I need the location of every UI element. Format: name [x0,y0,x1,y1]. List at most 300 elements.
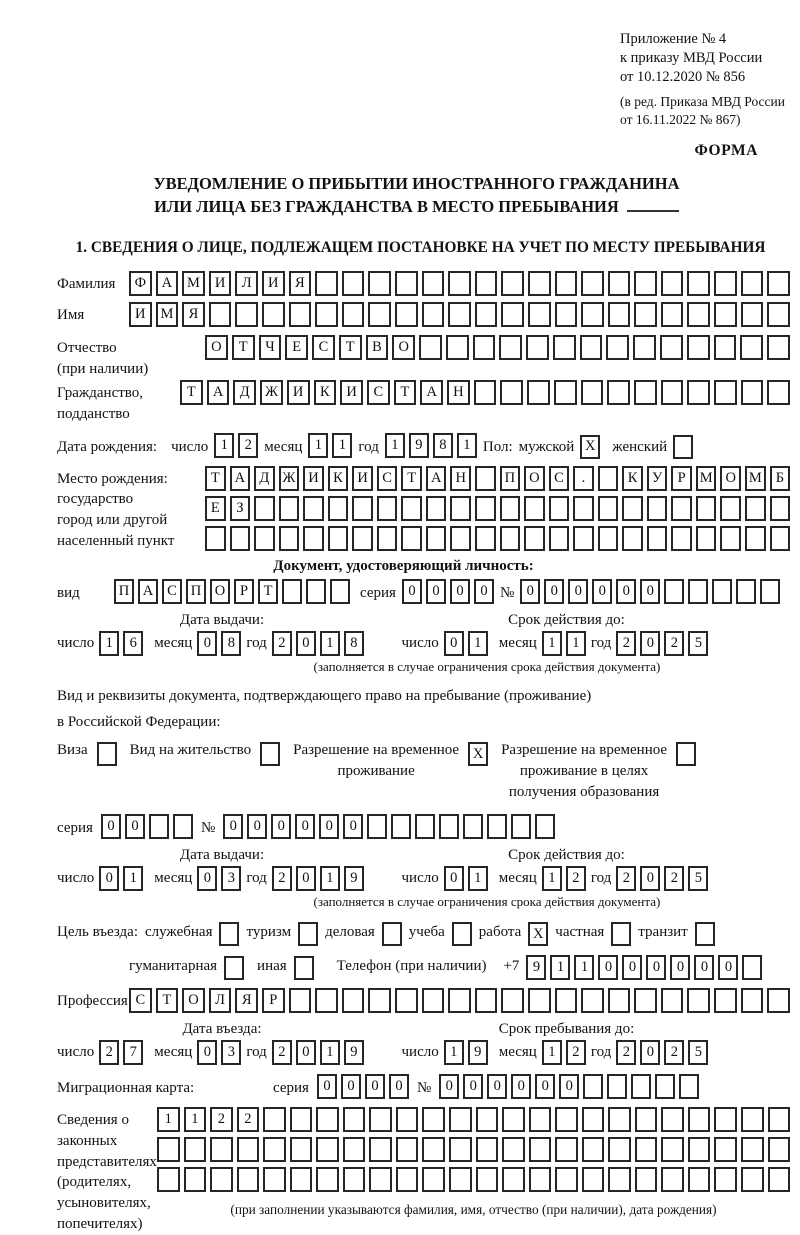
char-box[interactable] [661,380,684,405]
char-box[interactable] [555,302,578,327]
char-box[interactable] [448,988,471,1013]
char-box[interactable]: 0 [197,1040,217,1065]
char-box[interactable] [661,302,684,327]
char-box[interactable] [635,1137,658,1162]
char-box[interactable]: П [500,466,521,491]
char-box[interactable]: 1 [157,1107,180,1132]
char-box[interactable]: 6 [123,631,143,656]
char-box[interactable] [535,814,555,839]
char-box[interactable] [555,988,578,1013]
char-box[interactable] [679,1074,699,1099]
char-box[interactable] [230,526,251,551]
char-box[interactable] [714,271,737,296]
char-box[interactable] [289,302,312,327]
char-box[interactable] [529,1107,552,1132]
char-box[interactable] [573,526,594,551]
char-box[interactable] [342,302,365,327]
female-checkbox[interactable] [673,435,693,459]
char-box[interactable] [282,579,302,604]
char-box[interactable]: 0 [592,579,612,604]
char-box[interactable] [633,335,656,360]
char-box[interactable]: Ф [129,271,152,296]
char-box[interactable]: О [720,466,741,491]
char-box[interactable]: М [745,466,766,491]
char-box[interactable] [475,271,498,296]
char-box[interactable] [524,526,545,551]
char-box[interactable] [608,271,631,296]
char-box[interactable] [330,579,350,604]
char-box[interactable] [696,526,717,551]
char-box[interactable] [476,1107,499,1132]
char-box[interactable] [582,1137,605,1162]
char-box[interactable] [463,814,483,839]
char-box[interactable] [426,526,447,551]
char-box[interactable]: Т [258,579,278,604]
char-box[interactable] [205,526,226,551]
char-box[interactable]: 1 [320,866,340,891]
char-box[interactable] [487,814,507,839]
char-box[interactable] [476,1167,499,1192]
char-box[interactable] [401,526,422,551]
char-box[interactable] [608,1167,631,1192]
char-box[interactable]: 2 [272,866,292,891]
char-box[interactable]: . [573,466,594,491]
char-box[interactable]: 0 [450,579,470,604]
char-box[interactable] [529,1137,552,1162]
char-box[interactable] [474,380,497,405]
char-box[interactable]: К [622,466,643,491]
char-box[interactable] [714,380,737,405]
char-box[interactable] [671,526,692,551]
char-box[interactable]: 0 [426,579,446,604]
char-box[interactable] [622,526,643,551]
char-box[interactable] [290,1137,313,1162]
char-box[interactable] [608,302,631,327]
char-box[interactable] [555,1137,578,1162]
char-box[interactable]: 2 [237,1107,260,1132]
char-box[interactable] [687,380,710,405]
char-box[interactable]: И [209,271,232,296]
char-box[interactable] [422,1137,445,1162]
char-box[interactable]: 0 [223,814,243,839]
char-box[interactable] [664,579,684,604]
char-box[interactable] [661,271,684,296]
char-box[interactable] [714,988,737,1013]
char-box[interactable]: 0 [402,579,422,604]
char-box[interactable] [688,579,708,604]
char-box[interactable]: 0 [616,579,636,604]
char-box[interactable] [526,335,549,360]
char-box[interactable] [475,988,498,1013]
char-box[interactable]: 0 [343,814,363,839]
char-box[interactable] [714,302,737,327]
char-box[interactable]: 1 [184,1107,207,1132]
char-box[interactable]: 5 [688,631,708,656]
char-box[interactable] [511,814,531,839]
char-box[interactable] [352,496,373,521]
char-box[interactable]: О [392,335,415,360]
char-box[interactable]: 0 [439,1074,459,1099]
char-box[interactable] [448,271,471,296]
char-box[interactable] [210,1167,233,1192]
purpose-official-checkbox[interactable] [219,922,239,946]
char-box[interactable] [527,380,550,405]
char-box[interactable] [740,335,763,360]
char-box[interactable] [237,1137,260,1162]
char-box[interactable]: 1 [385,433,405,458]
char-box[interactable]: 5 [688,866,708,891]
char-box[interactable]: 0 [444,866,464,891]
char-box[interactable] [303,526,324,551]
char-box[interactable]: 9 [344,866,364,891]
char-box[interactable]: 9 [468,1040,488,1065]
char-box[interactable]: Е [285,335,308,360]
char-box[interactable]: 3 [221,866,241,891]
char-box[interactable]: 1 [468,866,488,891]
char-box[interactable] [262,302,285,327]
char-box[interactable]: 0 [670,955,690,980]
char-box[interactable]: 0 [474,579,494,604]
char-box[interactable]: Е [205,496,226,521]
char-box[interactable] [449,1107,472,1132]
char-box[interactable]: 2 [664,631,684,656]
char-box[interactable] [502,1167,525,1192]
char-box[interactable] [768,1107,791,1132]
char-box[interactable] [173,814,193,839]
char-box[interactable]: 2 [238,433,258,458]
char-box[interactable] [581,271,604,296]
male-checkbox[interactable]: X [580,435,600,459]
char-box[interactable] [768,1167,791,1192]
char-box[interactable] [598,466,619,491]
char-box[interactable] [660,335,683,360]
purpose-transit-checkbox[interactable] [695,922,715,946]
visa-checkbox[interactable] [97,742,117,766]
char-box[interactable] [500,496,521,521]
char-box[interactable]: У [647,466,668,491]
char-box[interactable] [254,526,275,551]
char-box[interactable] [157,1137,180,1162]
purpose-tourism-checkbox[interactable] [298,922,318,946]
char-box[interactable]: 0 [718,955,738,980]
char-box[interactable] [422,1167,445,1192]
char-box[interactable] [210,1137,233,1162]
char-box[interactable]: 2 [616,1040,636,1065]
char-box[interactable]: Т [401,466,422,491]
char-box[interactable]: Ж [260,380,283,405]
char-box[interactable]: И [262,271,285,296]
char-box[interactable] [316,1107,339,1132]
char-box[interactable] [343,1137,366,1162]
char-box[interactable] [741,380,764,405]
char-box[interactable] [760,579,780,604]
char-box[interactable]: Т [180,380,203,405]
char-box[interactable] [598,526,619,551]
char-box[interactable]: М [156,302,179,327]
char-box[interactable] [368,271,391,296]
char-box[interactable]: Л [235,271,258,296]
char-box[interactable]: 0 [295,814,315,839]
char-box[interactable]: П [114,579,134,604]
char-box[interactable] [607,1074,627,1099]
char-box[interactable] [622,496,643,521]
char-box[interactable] [528,302,551,327]
char-box[interactable] [502,1137,525,1162]
char-box[interactable]: 0 [622,955,642,980]
char-box[interactable] [303,496,324,521]
char-box[interactable] [316,1167,339,1192]
char-box[interactable]: 0 [640,631,660,656]
char-box[interactable]: 1 [332,433,352,458]
char-box[interactable] [415,814,435,839]
char-box[interactable]: 0 [559,1074,579,1099]
char-box[interactable] [368,302,391,327]
char-box[interactable]: 2 [210,1107,233,1132]
char-box[interactable]: Ж [279,466,300,491]
char-box[interactable] [157,1167,180,1192]
char-box[interactable] [554,380,577,405]
char-box[interactable] [529,1167,552,1192]
char-box[interactable] [741,302,764,327]
char-box[interactable]: 1 [320,1040,340,1065]
purpose-work-checkbox[interactable]: X [528,922,548,946]
char-box[interactable] [450,526,471,551]
char-box[interactable] [647,526,668,551]
char-box[interactable]: 0 [296,631,316,656]
char-box[interactable] [343,1107,366,1132]
char-box[interactable] [767,271,790,296]
char-box[interactable]: Т [156,988,179,1013]
char-box[interactable] [634,988,657,1013]
purpose-humanitarian-checkbox[interactable] [224,956,244,980]
char-box[interactable]: 0 [296,866,316,891]
char-box[interactable] [395,988,418,1013]
char-box[interactable] [289,988,312,1013]
char-box[interactable] [446,335,469,360]
char-box[interactable]: 1 [550,955,570,980]
char-box[interactable]: 1 [566,631,586,656]
char-box[interactable]: 1 [468,631,488,656]
char-box[interactable]: 1 [574,955,594,980]
char-box[interactable]: Л [209,988,232,1013]
char-box[interactable] [422,271,445,296]
char-box[interactable] [328,526,349,551]
char-box[interactable] [502,1107,525,1132]
char-box[interactable] [237,1167,260,1192]
char-box[interactable] [696,496,717,521]
char-box[interactable]: 2 [616,631,636,656]
purpose-private-checkbox[interactable] [611,922,631,946]
char-box[interactable] [377,496,398,521]
char-box[interactable] [391,814,411,839]
char-box[interactable]: 0 [341,1074,361,1099]
char-box[interactable]: 8 [221,631,241,656]
char-box[interactable] [475,466,496,491]
char-box[interactable] [290,1167,313,1192]
char-box[interactable]: 1 [308,433,328,458]
char-box[interactable] [367,814,387,839]
char-box[interactable] [290,1107,313,1132]
char-box[interactable] [377,526,398,551]
char-box[interactable]: 0 [544,579,564,604]
char-box[interactable] [573,496,594,521]
char-box[interactable] [741,271,764,296]
char-box[interactable]: 2 [664,1040,684,1065]
char-box[interactable]: 0 [197,866,217,891]
char-box[interactable] [582,1167,605,1192]
char-box[interactable]: В [366,335,389,360]
char-box[interactable]: П [186,579,206,604]
char-box[interactable] [555,1107,578,1132]
char-box[interactable]: Т [205,466,226,491]
char-box[interactable]: 9 [409,433,429,458]
char-box[interactable] [395,302,418,327]
char-box[interactable]: 0 [535,1074,555,1099]
char-box[interactable]: Б [770,466,791,491]
char-box[interactable]: 2 [664,866,684,891]
char-box[interactable] [448,302,471,327]
char-box[interactable]: О [205,335,228,360]
char-box[interactable] [598,496,619,521]
char-box[interactable]: О [210,579,230,604]
char-box[interactable] [279,496,300,521]
char-box[interactable]: 0 [444,631,464,656]
char-box[interactable]: 2 [566,1040,586,1065]
char-box[interactable]: 1 [542,1040,562,1065]
char-box[interactable] [475,496,496,521]
char-box[interactable] [712,579,732,604]
char-box[interactable] [352,526,373,551]
char-box[interactable] [608,1137,631,1162]
char-box[interactable]: С [367,380,390,405]
char-box[interactable]: С [312,335,335,360]
char-box[interactable] [501,988,524,1013]
char-box[interactable] [767,988,790,1013]
char-box[interactable]: 0 [247,814,267,839]
char-box[interactable]: 0 [197,631,217,656]
char-box[interactable] [635,1107,658,1132]
char-box[interactable] [369,1137,392,1162]
char-box[interactable]: 8 [433,433,453,458]
char-box[interactable] [580,335,603,360]
char-box[interactable]: 7 [123,1040,143,1065]
temp-residence-checkbox[interactable]: X [468,742,488,766]
char-box[interactable]: Н [450,466,471,491]
char-box[interactable] [608,1107,631,1132]
char-box[interactable] [395,271,418,296]
char-box[interactable] [342,271,365,296]
char-box[interactable] [582,1107,605,1132]
char-box[interactable] [263,1107,286,1132]
char-box[interactable] [661,1167,684,1192]
char-box[interactable]: 1 [214,433,234,458]
char-box[interactable] [254,496,275,521]
char-box[interactable]: А [138,579,158,604]
char-box[interactable] [741,1137,764,1162]
char-box[interactable]: 1 [123,866,143,891]
char-box[interactable] [439,814,459,839]
char-box[interactable] [581,988,604,1013]
char-box[interactable]: 1 [542,866,562,891]
char-box[interactable]: 0 [296,1040,316,1065]
char-box[interactable] [661,988,684,1013]
char-box[interactable]: 0 [271,814,291,839]
char-box[interactable]: 0 [125,814,145,839]
char-box[interactable]: Т [394,380,417,405]
char-box[interactable]: Т [232,335,255,360]
char-box[interactable]: 9 [344,1040,364,1065]
char-box[interactable] [475,302,498,327]
char-box[interactable] [476,1137,499,1162]
char-box[interactable] [767,302,790,327]
char-box[interactable] [500,526,521,551]
char-box[interactable]: 0 [640,1040,660,1065]
char-box[interactable] [634,380,657,405]
char-box[interactable] [688,1107,711,1132]
char-box[interactable] [607,380,630,405]
char-box[interactable]: 2 [616,866,636,891]
char-box[interactable]: 0 [568,579,588,604]
char-box[interactable] [422,988,445,1013]
char-box[interactable] [263,1167,286,1192]
char-box[interactable] [315,302,338,327]
char-box[interactable]: 0 [389,1074,409,1099]
char-box[interactable] [235,302,258,327]
char-box[interactable] [741,1107,764,1132]
char-box[interactable]: Р [262,988,285,1013]
char-box[interactable] [343,1167,366,1192]
char-box[interactable] [631,1074,651,1099]
char-box[interactable] [315,271,338,296]
char-box[interactable] [687,988,710,1013]
char-box[interactable]: А [156,271,179,296]
char-box[interactable] [767,380,790,405]
char-box[interactable]: И [340,380,363,405]
char-box[interactable]: 2 [99,1040,119,1065]
char-box[interactable] [369,1167,392,1192]
char-box[interactable]: С [129,988,152,1013]
char-box[interactable] [555,271,578,296]
char-box[interactable] [184,1137,207,1162]
char-box[interactable]: А [426,466,447,491]
char-box[interactable]: И [352,466,373,491]
purpose-business-checkbox[interactable] [382,922,402,946]
char-box[interactable] [184,1167,207,1192]
char-box[interactable] [634,271,657,296]
char-box[interactable]: С [377,466,398,491]
char-box[interactable]: Я [182,302,205,327]
char-box[interactable]: Я [235,988,258,1013]
char-box[interactable] [450,496,471,521]
char-box[interactable] [581,380,604,405]
char-box[interactable] [606,335,629,360]
char-box[interactable]: 0 [646,955,666,980]
char-box[interactable] [396,1137,419,1162]
char-box[interactable] [742,955,762,980]
char-box[interactable] [419,335,442,360]
char-box[interactable] [369,1107,392,1132]
char-box[interactable] [342,988,365,1013]
char-box[interactable] [647,496,668,521]
char-box[interactable]: 2 [272,1040,292,1065]
char-box[interactable] [741,1167,764,1192]
char-box[interactable] [528,988,551,1013]
char-box[interactable]: А [207,380,230,405]
char-box[interactable]: 0 [319,814,339,839]
char-box[interactable] [449,1137,472,1162]
char-box[interactable]: 9 [526,955,546,980]
char-box[interactable] [422,302,445,327]
